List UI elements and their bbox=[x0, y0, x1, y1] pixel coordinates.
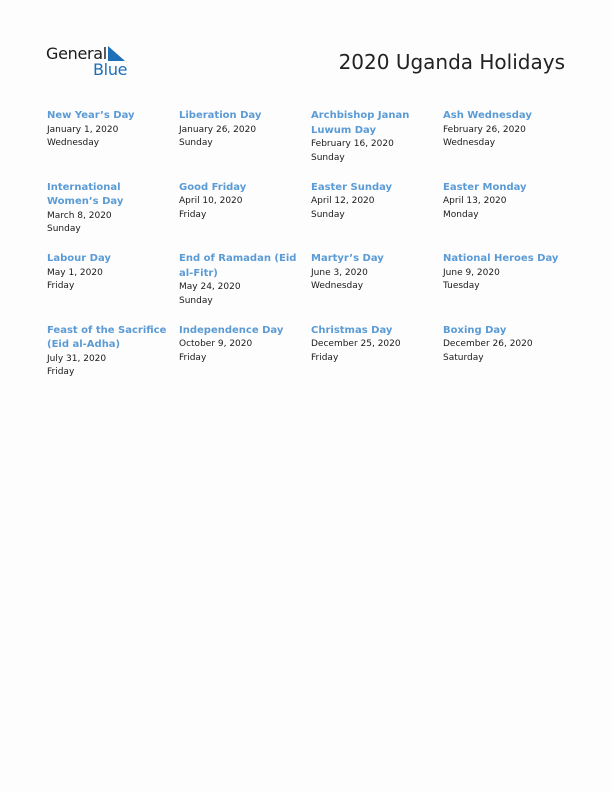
holiday-entry bbox=[47, 109, 179, 181]
holiday-date: July 31, 2020 bbox=[47, 353, 107, 364]
holiday-entry bbox=[443, 109, 577, 181]
holiday-entry bbox=[311, 324, 443, 396]
holiday-name: Easter Sunday bbox=[311, 181, 393, 193]
holiday-name: Martyr’s Day bbox=[311, 253, 384, 264]
holiday-date: February 16, 2020 bbox=[311, 139, 394, 149]
holiday-name: End of Ramadan (Eid al-Fitr) bbox=[179, 253, 297, 279]
holiday-weekday: Monday bbox=[443, 209, 479, 220]
page-title: 2020 Uganda Holidays bbox=[338, 50, 565, 74]
holiday-weekday: Sunday bbox=[311, 152, 345, 163]
holiday-date: May 1, 2020 bbox=[47, 267, 103, 278]
holiday-name: Easter Monday bbox=[443, 181, 527, 193]
holiday-entry bbox=[179, 324, 311, 396]
holiday-date: October 9, 2020 bbox=[179, 339, 253, 349]
holiday-name: Archbishop Janan Luwum Day bbox=[311, 110, 410, 136]
holiday-date: April 13, 2020 bbox=[443, 196, 507, 206]
holiday-weekday: Friday bbox=[311, 352, 339, 363]
holiday-name: Boxing Day bbox=[443, 324, 507, 336]
holiday-entry bbox=[311, 109, 443, 181]
holiday-date: February 26, 2020 bbox=[443, 124, 526, 135]
holiday-weekday: Saturday bbox=[443, 352, 484, 363]
holiday-weekday: Wednesday bbox=[47, 138, 100, 148]
holiday-grid bbox=[47, 109, 577, 395]
holiday-weekday: Sunday bbox=[311, 209, 345, 220]
holiday-entry bbox=[47, 181, 179, 253]
holiday-name: Ash Wednesday bbox=[443, 110, 532, 121]
holiday-name: Feast of the Sacrifice (Eid al-Adha) bbox=[47, 324, 167, 350]
holiday-entry bbox=[443, 181, 577, 253]
generalblue-logo bbox=[46, 44, 136, 78]
holiday-weekday: Wednesday bbox=[311, 281, 364, 291]
holiday-date: June 9, 2020 bbox=[443, 267, 500, 278]
holiday-date: April 12, 2020 bbox=[311, 196, 375, 206]
logo-text-blue: Blue bbox=[93, 60, 128, 79]
holiday-entry bbox=[443, 252, 577, 324]
holiday-name: International Women’s Day bbox=[47, 181, 124, 207]
holiday-name: National Heroes Day bbox=[443, 253, 559, 264]
holiday-date: June 3, 2020 bbox=[311, 267, 368, 278]
holiday-date: March 8, 2020 bbox=[47, 210, 112, 221]
holiday-name: Christmas Day bbox=[311, 324, 393, 336]
holiday-entry bbox=[311, 181, 443, 253]
holiday-entry bbox=[179, 181, 311, 253]
holiday-date: May 24, 2020 bbox=[179, 282, 241, 292]
holiday-weekday: Sunday bbox=[179, 295, 213, 306]
holiday-name: Good Friday bbox=[179, 181, 247, 193]
holiday-weekday: Friday bbox=[179, 209, 207, 220]
holiday-entry bbox=[47, 252, 179, 324]
holiday-date: December 25, 2020 bbox=[311, 339, 401, 349]
holiday-date: April 10, 2020 bbox=[179, 196, 243, 206]
logo-text-general: General bbox=[46, 44, 107, 63]
holiday-date: January 26, 2020 bbox=[179, 124, 257, 135]
holiday-name: New Year’s Day bbox=[47, 110, 135, 121]
holiday-entry bbox=[179, 109, 311, 181]
holiday-weekday: Sunday bbox=[179, 138, 213, 148]
holiday-entry bbox=[443, 324, 577, 396]
holiday-entry bbox=[47, 324, 179, 396]
holiday-weekday: Friday bbox=[179, 352, 207, 363]
holiday-entry bbox=[179, 252, 311, 324]
holiday-name: Liberation Day bbox=[179, 110, 262, 121]
holiday-date: December 26, 2020 bbox=[443, 339, 533, 349]
holiday-name: Labour Day bbox=[47, 253, 111, 264]
holiday-weekday: Friday bbox=[47, 367, 75, 377]
holiday-weekday: Friday bbox=[47, 281, 75, 291]
holiday-name: Independence Day bbox=[179, 324, 284, 336]
holiday-weekday: Tuesday bbox=[443, 281, 480, 291]
holiday-entry bbox=[311, 252, 443, 324]
holiday-weekday: Wednesday bbox=[443, 138, 496, 148]
holiday-weekday: Sunday bbox=[47, 224, 81, 234]
holiday-date: January 1, 2020 bbox=[47, 124, 119, 135]
